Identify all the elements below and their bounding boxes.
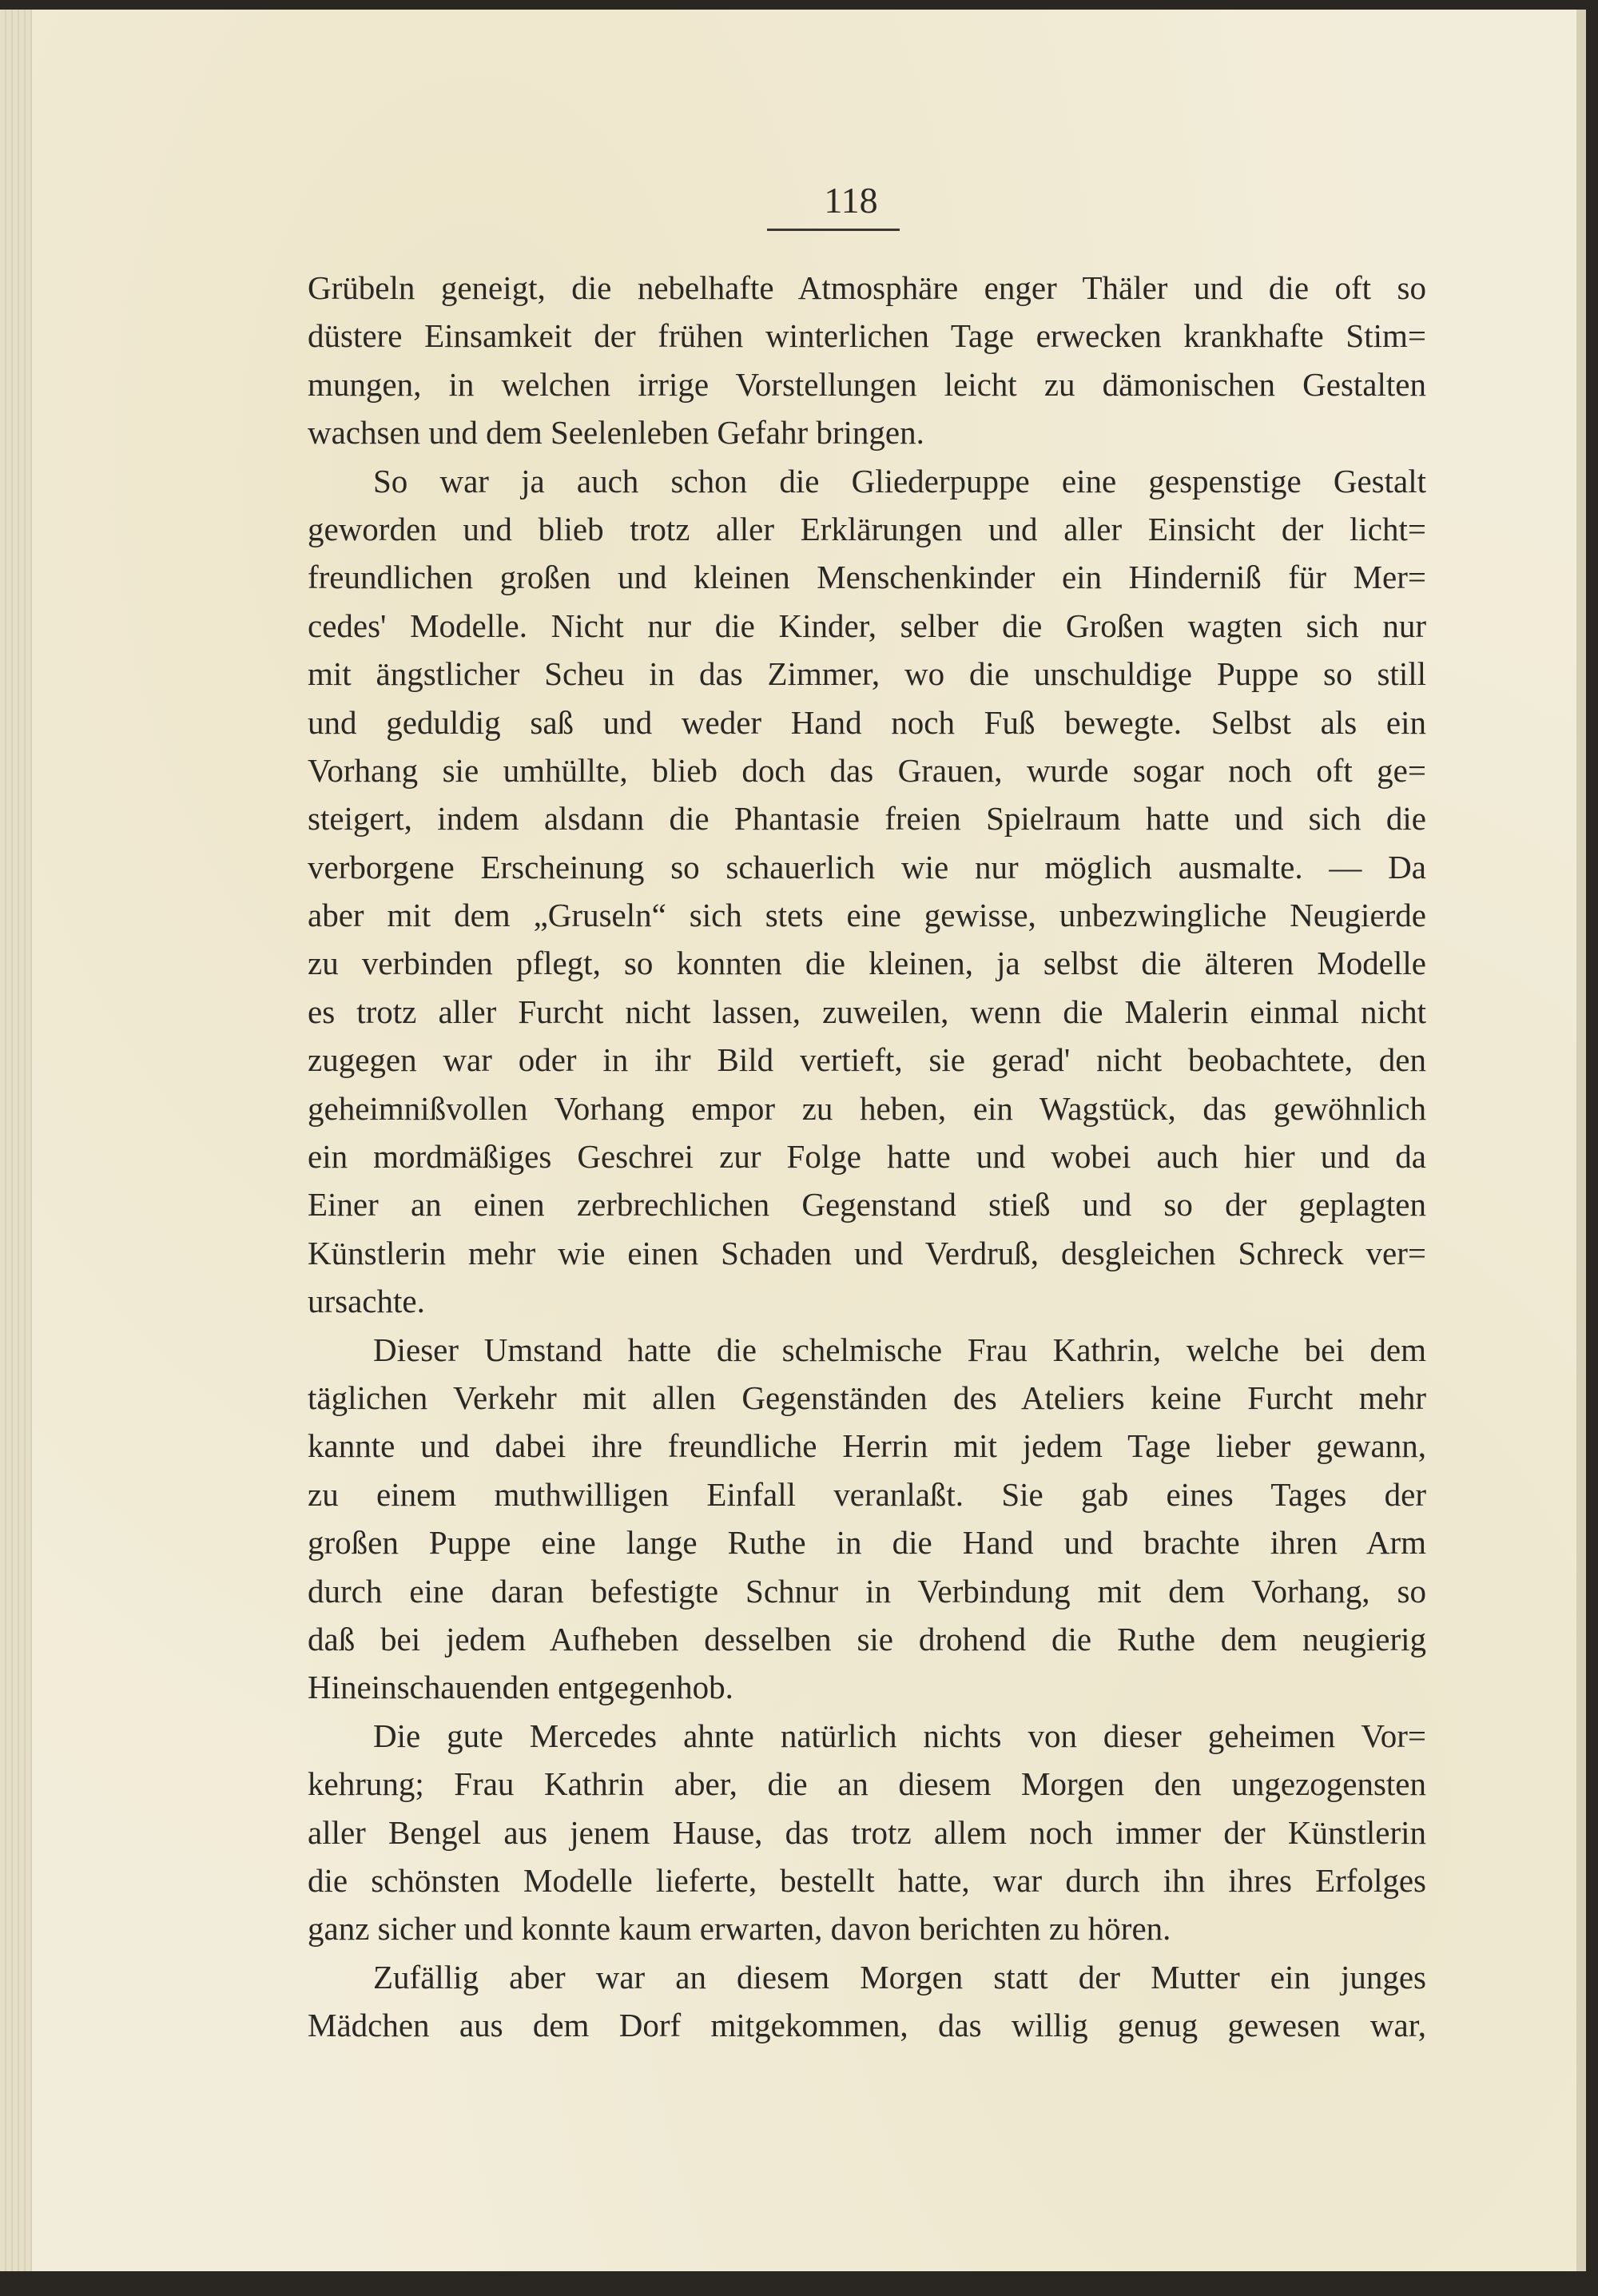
text-line: Grübeln geneigt, die nebelhafte Atmosphäre enger Thäler und die oft so xyxy=(308,269,1426,306)
text-line: freundlichen großen und kleinen Menschenkinder ein Hinderniß für Mer= xyxy=(308,559,1426,596)
text-line: Zufällig aber war an diesem Morgen statt der Mutter ein junges xyxy=(373,1958,1426,1996)
text-line: düstere Einsamkeit der frühen winterlichen Tage erwecken krankhafte Stim= xyxy=(308,317,1426,355)
text-line: mit ängstlicher Scheu in das Zimmer, wo die unschuldige Puppe so still xyxy=(308,655,1426,693)
text-line: wachsen und dem Seelenleben Gefahr bringen. xyxy=(308,414,924,452)
text-line: So war ja auch schon die Gliederpuppe eine gespenstige Gestalt xyxy=(373,462,1426,499)
text-line: und geduldig saß und weder Hand noch Fuß bewegte. Selbst als ein xyxy=(308,703,1426,741)
text-line: kehrung; Frau Kathrin aber, die an diesem Morgen den ungezogensten xyxy=(308,1765,1426,1803)
body-text xyxy=(308,264,1426,2049)
text-line: verborgene Erscheinung so schauerlich wie nur möglich ausmalte. — Da xyxy=(308,848,1426,885)
text-line: zugegen war oder in ihr Bild vertieft, sie gerad' nicht beobachtete, den xyxy=(308,1041,1426,1079)
text-line: zu verbinden pflegt, so konnten die kleinen, ja selbst die älteren Modelle xyxy=(308,945,1426,982)
text-line: zu einem muthwilligen Einfall veranlaßt. Sie gab eines Tages der xyxy=(308,1475,1426,1513)
text-line: aber mit dem „Gruseln“ sich stets eine gewisse, unbezwingliche Neugierde xyxy=(308,897,1426,934)
text-line: ein mordmäßiges Geschrei zur Folge hatte und wobei auch hier und da xyxy=(308,1138,1426,1176)
text-line: kannte und dabei ihre freundliche Herrin mit jedem Tage lieber gewann, xyxy=(308,1427,1426,1465)
text-line: Dieser Umstand hatte die schelmische Frau Kathrin, welche bei dem xyxy=(373,1331,1426,1368)
text-line: geworden und blieb trotz aller Erklärungen und aller Einsicht der licht= xyxy=(308,510,1426,547)
text-line: die schönsten Modelle lieferte, bestellt hatte, war durch ihn ihres Erfolges xyxy=(308,1861,1426,1899)
text-line: Künstlerin mehr wie einen Schaden und Verdruß, desgleichen Schreck ver= xyxy=(308,1234,1426,1271)
text-line: Mädchen aus dem Dorf mitgekommen, das willig genug gewesen war, xyxy=(308,2007,1426,2044)
text-line: cedes' Modelle. Nicht nur die Kinder, selber die Großen wagten sich nur xyxy=(308,607,1426,644)
text-line: daß bei jedem Aufheben desselben sie drohend die Ruthe dem neugierig xyxy=(308,1620,1426,1657)
book-page xyxy=(0,10,1586,2271)
text-line: großen Puppe eine lange Ruthe in die Hand und brachte ihren Arm xyxy=(308,1524,1426,1562)
text-line: durch eine daran befestigte Schnur in Verbindung mit dem Vorhang, so xyxy=(308,1572,1426,1610)
header-rule xyxy=(767,229,900,231)
text-line: geheimnißvollen Vorhang empor zu heben, ein Wagstück, das gewöhnlich xyxy=(308,1089,1426,1127)
text-line: Einer an einen zerbrechlichen Gegenstand stieß und so der geplagten xyxy=(308,1186,1426,1224)
text-line: Die gute Mercedes ahnte natürlich nichts von dieser geheimen Vor= xyxy=(373,1717,1426,1754)
text-line: es trotz aller Furcht nicht lassen, zuweilen, wenn die Malerin einmal nicht xyxy=(308,993,1426,1030)
text-line: mungen, in welchen irrige Vorstellungen leicht zu dämonischen Gestalten xyxy=(308,365,1426,403)
text-line: ursachte. xyxy=(308,1283,425,1320)
text-line: aller Bengel aus jenem Hause, das trotz allem noch immer der Künstlerin xyxy=(308,1813,1426,1851)
page-edges xyxy=(0,10,32,2271)
page-right-edge xyxy=(1576,10,1586,2271)
page-number: 118 xyxy=(824,180,878,221)
text-line: Vorhang sie umhüllte, blieb doch das Grauen, wurde sogar noch oft ge= xyxy=(308,751,1426,789)
text-line: ganz sicher und konnte kaum erwarten, davon berichten zu hören. xyxy=(308,1910,1171,1948)
text-line: täglichen Verkehr mit allen Gegenständen des Ateliers keine Furcht mehr xyxy=(308,1379,1426,1416)
text-line: steigert, indem alsdann die Phantasie freien Spielraum hatte und sich die xyxy=(308,800,1426,838)
text-line: Hineinschauenden entgegenhob. xyxy=(308,1669,733,1706)
